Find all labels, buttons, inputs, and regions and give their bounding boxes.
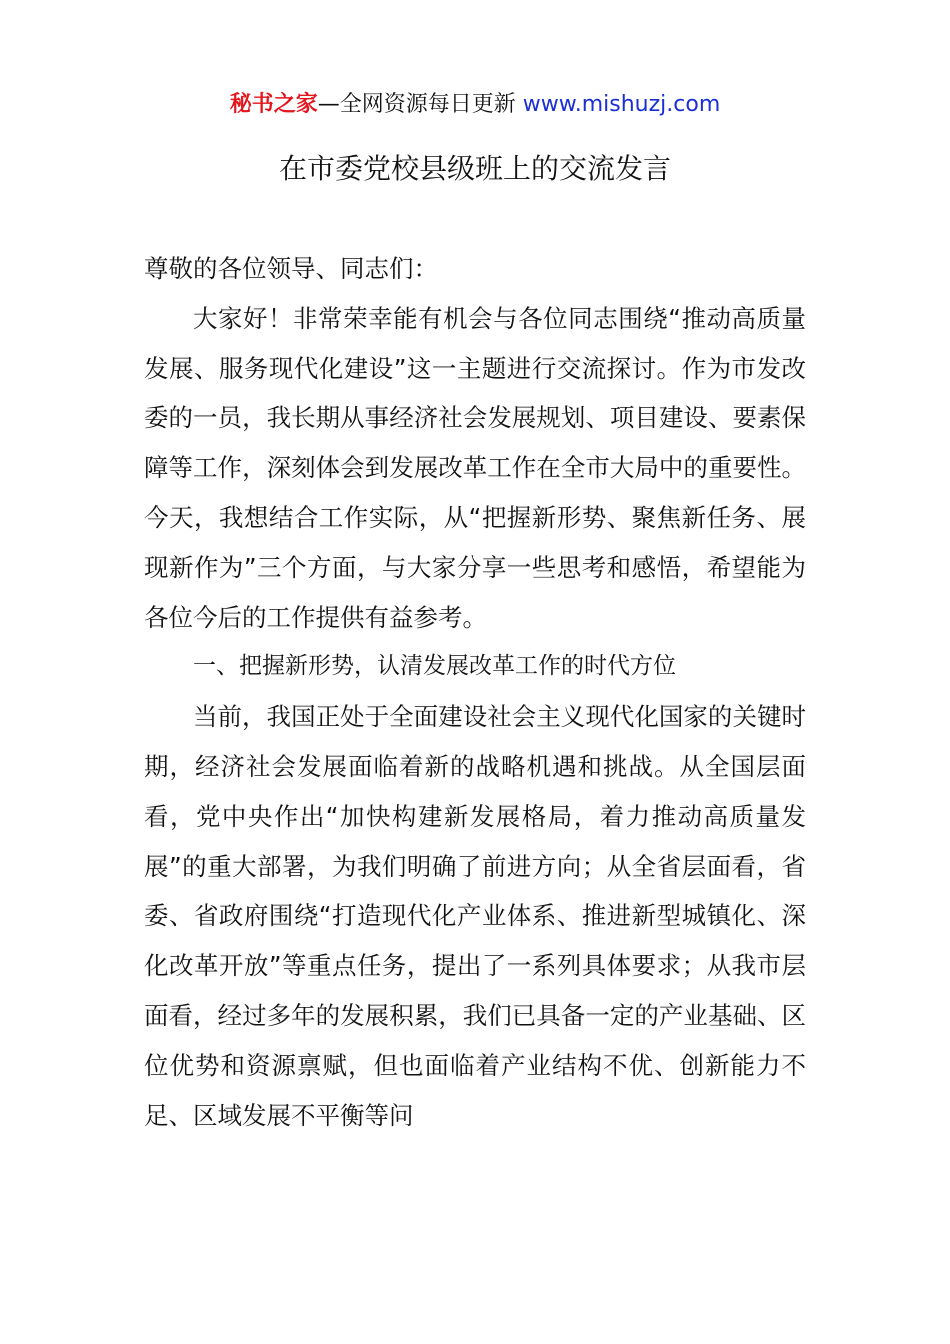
intro-paragraph: 大家好！非常荣幸能有机会与各位同志围绕“推动高质量发展、服务现代化建设”这一主题进行交流探讨。作为市发改委的一员，我长期从事经济社会发展规划、项目建设、要素保障等工作，深刻体会到发展改革工作在全市大局中的重要性。今天，我想结合工作实际，从“把握新形势、聚焦新任务、展现新作为”三个方面，与大家分享一些思考和感悟，希望能为各位今后的工作提供有益参考。 [144,303,806,632]
brand-name: 秘书之家 [229,92,318,117]
section-paragraph: 当前，我国正处于全面建设社会主义现代化国家的关键时期，经济社会发展面临着新的战略机遇和挑战。从全国层面看，党中央作出“加快构建新发展格局，着力推动高质量发展”的重大部署，为我们明确了前进方向；从全省层面看，省委、省政府围绕“打造现代化产业体系、推进新型城镇化、深化改革开放”等重点任务，提出了一系列具体要求；从我市层面看，经过多年的发展积累，我们已具备一定的产业基础、区位优势和资源禀赋，但也面临着产业结构不优、创新能力不足、区域发展不平衡等问 [144,702,806,1130]
salutation: 尊敬的各位领导、同志们： [144,254,438,283]
header-tagline: —全网资源每日更新 [317,92,523,117]
document-title: 在市委党校县级班上的交流发言 [278,152,671,185]
section-heading: 一、把握新形势，认清发展改革工作的时代方位 [193,653,676,680]
site-header [0,88,950,122]
document-body [144,244,806,1140]
site-url-link[interactable]: www.mishuzj.com [522,92,721,117]
